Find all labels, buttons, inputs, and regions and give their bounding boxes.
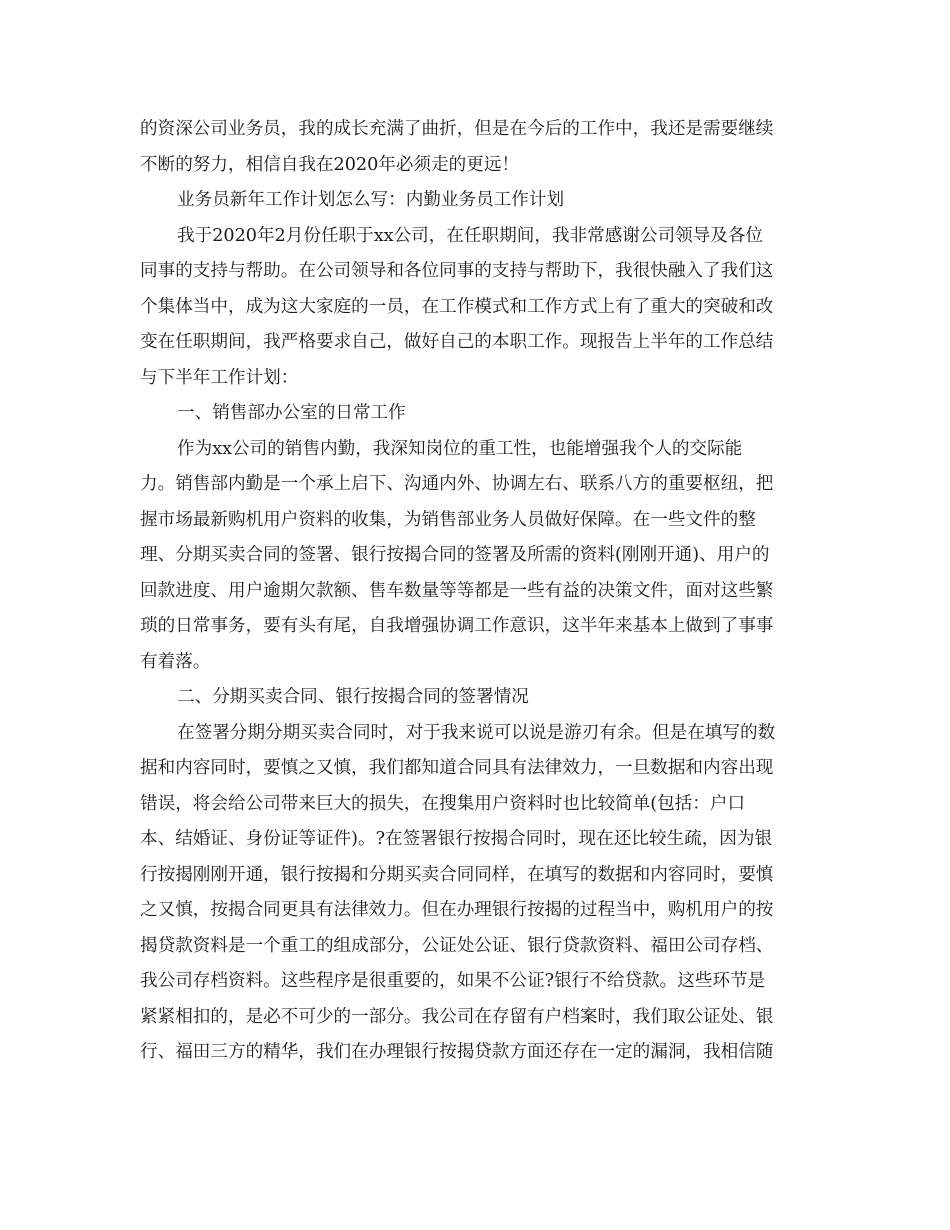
text-line: 据和内容同时，要慎之又慎，我们都知道合同具有法律效力，一旦数据和内容出现 — [140, 758, 774, 778]
text-line: 紧紧相扣的，是必不可少的一部分。我公司在存留有户档案时，我们取公证处、银 — [140, 1006, 774, 1027]
text-line: 有着落。 — [140, 651, 211, 672]
text-line: 一、销售部办公室的日常工作 — [177, 403, 406, 423]
text-line: 同事的支持与帮助。在公司领导和各位同事的支持与帮助下，我很快融入了我们这 — [140, 261, 774, 281]
text-line: 行、福田三方的精华，我们在办理银行按揭贷款方面还存在一定的漏洞，我相信随 — [140, 1042, 774, 1062]
text-line: 我于2020年2月份任职于xx公司，在任职期间，我非常感谢公司领导及各位 — [177, 225, 764, 246]
text-line: 变在任职期间，我严格要求自己，做好自己的本职工作。现报告上半年的工作总结 — [140, 332, 774, 352]
text-line: 行按揭刚刚开通，银行按揭和分期买卖合同同样，在填写的数据和内容同时，要慎 — [140, 864, 774, 885]
text-line: 理、分期买卖合同的签署、银行按揭合同的签署及所需的资料(刚刚开通)、用户的 — [140, 545, 770, 565]
text-line: 我公司存档资料。这些程序是很重要的，如果不公证?银行不给贷款。这些环节是 — [140, 971, 766, 991]
text-line: 握市场最新购机用户资料的收集，为销售部业务人员做好保障。在一些文件的整 — [140, 509, 756, 530]
text-line: 力。销售部内勤是一个承上启下、沟通内外、协调左右、联系八方的重要枢纽，把 — [140, 474, 774, 494]
text-line: 二、分期买卖合同、银行按揭合同的签署情况 — [177, 687, 529, 707]
text-line: 本、结婚证、身份证等证件)。?在签署银行按揭合同时，现在还比较生疏，因为银 — [140, 829, 773, 849]
text-line: 与下半年工作计划： — [140, 367, 299, 388]
text-line: 琐的日常事务，要有头有尾，自我增强协调工作意识，这半年来基本上做到了事事 — [140, 616, 774, 636]
text-line: 个集体当中，成为这大家庭的一员，在工作模式和工作方式上有了重大的突破和改 — [140, 296, 774, 317]
text-line: 错误，将会给公司带来巨大的损失，在搜集用户资料时也比较简单(包括：户口 — [140, 793, 746, 814]
text-line: 业务员新年工作计划怎么写：内勤业务员工作计划 — [177, 190, 565, 210]
text-line: 回款进度、用户逾期欠款额、售车数量等等都是一些有益的决策文件，面对这些繁 — [140, 580, 774, 601]
text-line: 揭贷款资料是一个重工的组成部分，公证处公证、银行贷款资料、福田公司存档、 — [140, 935, 774, 956]
text-line: 之又慎，按揭合同更具有法律效力。但在办理银行按揭的过程当中，购机用户的按 — [140, 900, 774, 920]
text-line: 作为xx公司的销售内勤，我深知岗位的重工性，也能增强我个人的交际能 — [177, 438, 743, 459]
document-body — [140, 112, 815, 1071]
text-line: 的资深公司业务员，我的成长充满了曲折，但是在今后的工作中，我还是需要继续 — [140, 119, 774, 139]
text-line: 在签署分期分期买卖合同时，对于我来说可以说是游刃有余。但是在填写的数 — [177, 722, 776, 743]
text-line: 不断的努力，相信自我在2020年必须走的更远！ — [140, 154, 520, 175]
